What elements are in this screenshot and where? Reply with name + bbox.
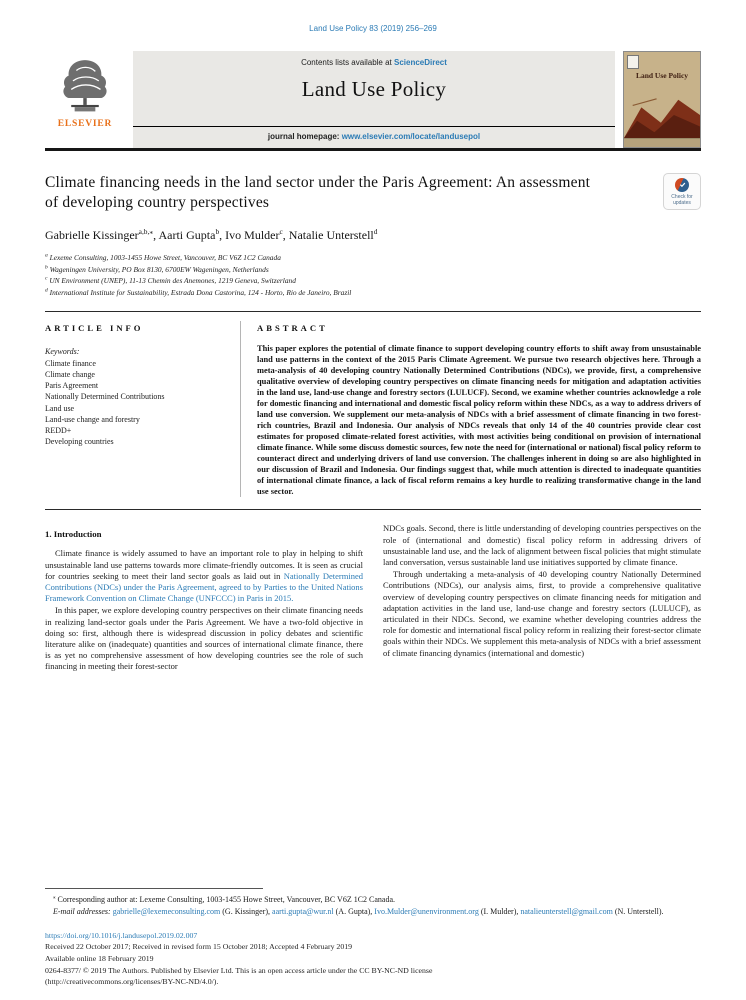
publication-info [45, 930, 701, 988]
copyright-line: 0264-8377/ © 2019 The Authors. Published by Elsevier Ltd. This is an open access article under the CC BY-NC-ND license [45, 965, 433, 975]
article-body [45, 523, 701, 672]
elsevier-tree-icon [57, 55, 113, 117]
body-column-left [45, 523, 363, 672]
body-paragraph: NDCs goals. Second, there is little understanding of developing countries perspectives on the role of (international and domestic) fiscal policy reform in addressing drivers of unsustainable land use, and the lack of alignment between fiscal policies that might stimulate land conversation, versus sustainable land use initiatives supported by climate finance. [383, 523, 701, 567]
article-info-heading: ARTICLE INFO [45, 323, 144, 334]
paragraph-text: Climate finance is widely assumed to have an important role to play in helping to shift unsustainable land use patterns towards more climate-friendly outcomes. It is seen as crucial for countries seeking to meet their land sector goals as laid out in [45, 548, 363, 581]
affiliation: $^d$ International Institute for Sustainability, Estrada Dona Castorina, 124 - Horto, Rio de Janeiro, Brazil [45, 287, 352, 297]
article-title: Climate financing needs in the land sector under the Paris Agreement: An assessment of developing country perspectives [45, 173, 591, 211]
author-name: Gabrielle Kissinger$^{a,b,⁎}$, [45, 227, 159, 243]
cover-art-graphic [624, 94, 700, 138]
keyword: Land-use change and forestry [45, 414, 140, 424]
sciencedirect-link[interactable]: ScienceDirect [394, 58, 447, 67]
affiliation: $^b$ Wageningen University, PO Box 8130, 6700EW Wageningen, Netherlands [45, 264, 269, 274]
keyword: REDD+ [45, 426, 72, 435]
keyword: Developing countries [45, 437, 114, 447]
author-name: Aarti Gupta$^b$, [158, 227, 226, 243]
affiliation: $^a$ Lexeme Consulting, 1003-1455 Howe Street, Vancouver, BC V6Z 1C2 Canada [45, 252, 281, 263]
keyword: Climate change [45, 370, 95, 380]
keyword: Paris Agreement [45, 381, 99, 391]
journal-citation-link[interactable]: Land Use Policy 83 (2019) 256–269 [309, 24, 437, 33]
author-name: Ivo Mulder$^c$, [225, 227, 289, 243]
email-link[interactable]: gabrielle@lexemeconsulting.com [112, 906, 221, 916]
license-line: (http://creativecommons.org/licenses/BY-NC-ND/4.0/). [45, 977, 219, 987]
contents-prefix: Contents lists available at [301, 58, 394, 67]
homepage-label: journal homepage: [267, 132, 342, 141]
footnote-divider [45, 888, 263, 889]
received-dates: Received 22 October 2017; Received in revised form 15 October 2018; Accepted 4 February 2019 [45, 942, 353, 952]
homepage-link[interactable]: www.elsevier.com/locate/landusepol [341, 132, 481, 141]
author-list [45, 228, 701, 243]
corresponding-author-note: ⁎ Corresponding author at: Lexeme Consulting, 1003-1455 Howe Street, Vancouver, BC V6Z 1C2 Canada. [53, 895, 396, 905]
masthead-center [133, 51, 615, 148]
affiliation: $^c$ UN Environment (UNEP), 11-13 Chemin des Anemones, 1219 Geneva, Switzerland [45, 275, 296, 286]
abstract-text: This paper explores the potential of climate finance to support developing country efforts to shift away from unsustainable land use patterns in the context of the 2015 Paris Climate Agreement. We pursue two research objectives here. Through a meta-analysis of 40 developing country Nationally Determined Contributions (NDCs), we provide, first, a comprehensive qualitative overview of developing country perspectives on climate financing needs for mitigation and adaptation activities in the land use, land-use change and forestry sectors (LULUCF). Second, we examine whether countries acknowledge a role for domestic financing and international and domestic fiscal policy reform within these NDCs, as a way to address drivers of land use conversion. We supplement our meta-analysis of NDCs with a brief assessment of climate financing in two forest-rich countries, Brazil and Indonesia. Our analysis of NDCs reveals that only 14 of the 40 countries provide clear cost estimates for proposed climate-related forest activities, with most activities being conditional on provision of international climate finance. While some discuss domestic sources, few note the need for (international or national) fiscal policy reform to counteract direct and underlying drivers of land use conversion. The challenges inherent in doing so are also highlighted in our discussion of Brazil and Indonesia. Our findings suggest that, while much attention is directed to inadequate quantities of international climate finance, a lack of fiscal reform remains a key hurdle to realizing transformative change in the land use sector. [257, 344, 701, 497]
section-divider [45, 509, 701, 510]
check-for-updates-label: Check for updates [671, 193, 693, 206]
keyword: Land use [45, 403, 75, 413]
doi-link[interactable]: https://doi.org/10.1016/j.landusepol.2019.02.007 [45, 930, 198, 940]
elsevier-wordmark: ELSEVIER [57, 119, 113, 129]
body-paragraph: In this paper, we explore developing country perspectives on their climate financing needs in realizing land-sector goals under the Paris Agreement. We have a two-fold objective in doing so: first, although there is widespread discussion in policy debates and scientific literature alike on (inadequate) quantities and sources of international climate finance, there is as yet no comprehensive assessment of how developing countries see the role of such financing in meeting their forest-sector [45, 605, 363, 672]
unfccc-reference-link[interactable]: Nationally Determined Contributions (NDCs) under the Paris Agreement, agreed to by Parties to the United Nations Framework Convention on Climate Change (UNFCCC) in Paris in 2015. [45, 570, 363, 604]
title-row [45, 173, 701, 214]
keyword: Nationally Determined Contributions [45, 392, 165, 402]
body-paragraph [45, 548, 363, 604]
journal-masthead [45, 51, 701, 148]
email-link[interactable]: Ivo.Mulder@unenvironment.org [374, 906, 479, 916]
check-for-updates-badge[interactable] [663, 173, 701, 210]
page-bottom-block [45, 888, 701, 988]
cover-footer-band [624, 138, 700, 147]
masthead-divider [45, 148, 701, 151]
abstract-panel [241, 321, 701, 497]
journal-cover-thumbnail [623, 51, 701, 148]
keywords-label: Keywords: [45, 347, 80, 357]
section-heading-introduction: 1. Introduction [45, 529, 102, 540]
email-addresses-note: E-mail addresses: gabrielle@lexemeconsulting.com (G. Kissinger), aarti.gupta@wur.nl (A. Gupta), Ivo.Mulder@unenvironment.org (I. Mulder), natalieunterstell@gmail.com (N. Unterstell). [53, 906, 664, 916]
contents-line [133, 51, 615, 67]
keyword: Climate finance [45, 358, 96, 368]
author-name: Natalie Unterstell$^d$ [288, 227, 378, 243]
homepage-row [133, 126, 615, 148]
email-link[interactable]: natalieunterstell@gmail.com [520, 906, 613, 916]
abstract-heading: ABSTRACT [257, 323, 328, 334]
cover-elsevier-chip-icon [627, 55, 639, 69]
elsevier-logo [45, 51, 125, 148]
email-label: E-mail addresses: [53, 906, 113, 916]
journal-title: Land Use Policy [301, 77, 447, 101]
email-link[interactable]: aarti.gupta@wur.nl [272, 906, 334, 916]
cover-title: Land Use Policy [635, 71, 689, 80]
article-info-panel [45, 321, 241, 497]
article-info-abstract-section [45, 312, 701, 509]
body-column-right [383, 523, 701, 672]
body-paragraph: Through undertaking a meta-analysis of 40 developing country Nationally Determined Contributions (NDCs), our analysis aims, first, to provide a comprehensive qualitative overview of developing country perspectives on climate financing needs for mitigation and adaptation activities in the land use, land-use change and forestry sectors (LULUCF), as articulated in their NDCs. Second, we examine whether developing countries address the role for domestic and international fiscal policy reform in realizing their forest-sector climate goals within their NDCs. We supplement this meta-analysis of NDCs with a brief assessment of climate financing dynamics (international and domestic) [383, 569, 701, 658]
affiliations [45, 252, 701, 298]
available-online: Available online 18 February 2019 [45, 953, 154, 963]
crossmark-icon [675, 178, 689, 192]
